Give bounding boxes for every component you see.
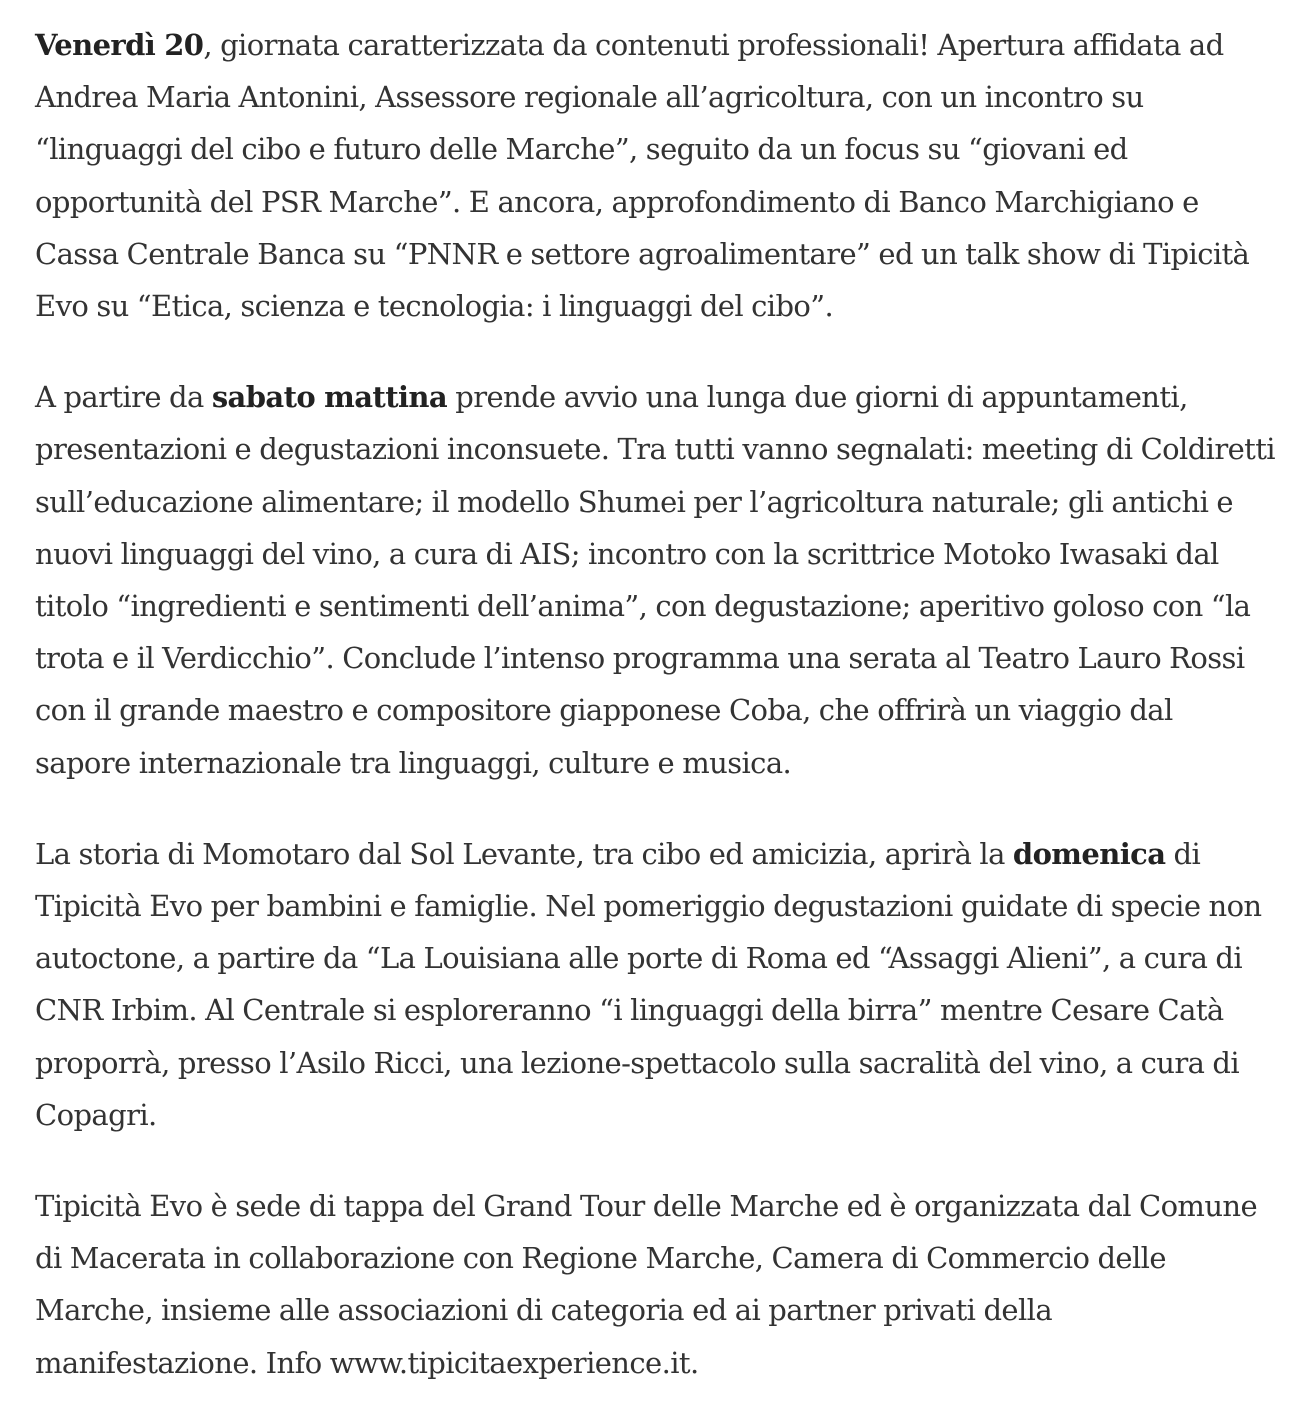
sunday-text-before: La storia di Momotaro dal Sol Levante, tra cibo ed amicizia, aprirà la: [35, 836, 1013, 871]
paragraph-saturday: [35, 371, 1275, 789]
saturday-bold: sabato mattina: [211, 380, 448, 415]
sunday-text-after: di Tipicità Evo per bambini e famiglie. Nel pomeriggio degustazioni guidate di specie non autoctone, a partire da “La Louisiana alle porte di Roma ed “Assaggi Alieni”, a cura di CNR Irbim. Al Centrale si esploreranno “i linguaggi della birra” mentre Cesare Catà proporrà, presso l’Asilo Ricci, una lezione-spettacolo sulla sacralità del vino, a cura di Copagri.: [35, 836, 1262, 1132]
info-text: Tipicità Evo è sede di tappa del Grand Tour delle Marche ed è organizzata dal Comune di Macerata in collaborazione con Regione Marche, Camera di Commercio delle Marche, insieme alle associazioni di categoria ed ai partner privati della manifestazione. Info www.tipicitaexperience.it.: [35, 1189, 1258, 1380]
friday-date-bold: Venerdì 20: [35, 28, 204, 62]
paragraph-info: [35, 1180, 1275, 1389]
paragraph-sunday: [35, 828, 1275, 1141]
saturday-text-before: A partire da: [35, 380, 212, 415]
article-body: [35, 19, 1275, 1389]
sunday-bold: domenica: [1012, 836, 1166, 871]
friday-text: , giornata caratterizzata da contenuti professionali! Apertura affidata ad Andrea Maria Antonini, Assessore regionale all’agricoltura, con un incontro su “linguaggi del cibo e futuro delle Marche”, seguito da un focus su “giovani ed opportunità del PSR Marche”. E ancora, approfondimento di Banco Marchigiano e Cassa Centrale Banca su “PNNR e settore agroalimentare” ed un talk show di Tipicità Evo su “Etica, scienza e tecnologia: i linguaggi del cibo”.: [35, 28, 1250, 324]
saturday-text-after: prende avvio una lunga due giorni di appuntamenti, presentazioni e degustazioni inconsuete. Tra tutti vanno segnalati: meeting di Coldiretti sull’educazione alimentare; il modello Shumei per l’agricoltura naturale; gli antichi e nuovi linguaggi del vino, a cura di AIS; incontro con la scrittrice Motoko Iwasaki dal titolo “ingredienti e sentimenti dell’anima”, con degustazione; aperitivo goloso con “la trota e il Verdicchio”. Conclude l’intenso programma una serata al Teatro Lauro Rossi con il grande maestro e compositore giapponese Coba, che offrirà un viaggio dal sapore internazionale tra linguaggi, culture e musica.: [35, 380, 1275, 780]
paragraph-friday: [35, 19, 1275, 332]
